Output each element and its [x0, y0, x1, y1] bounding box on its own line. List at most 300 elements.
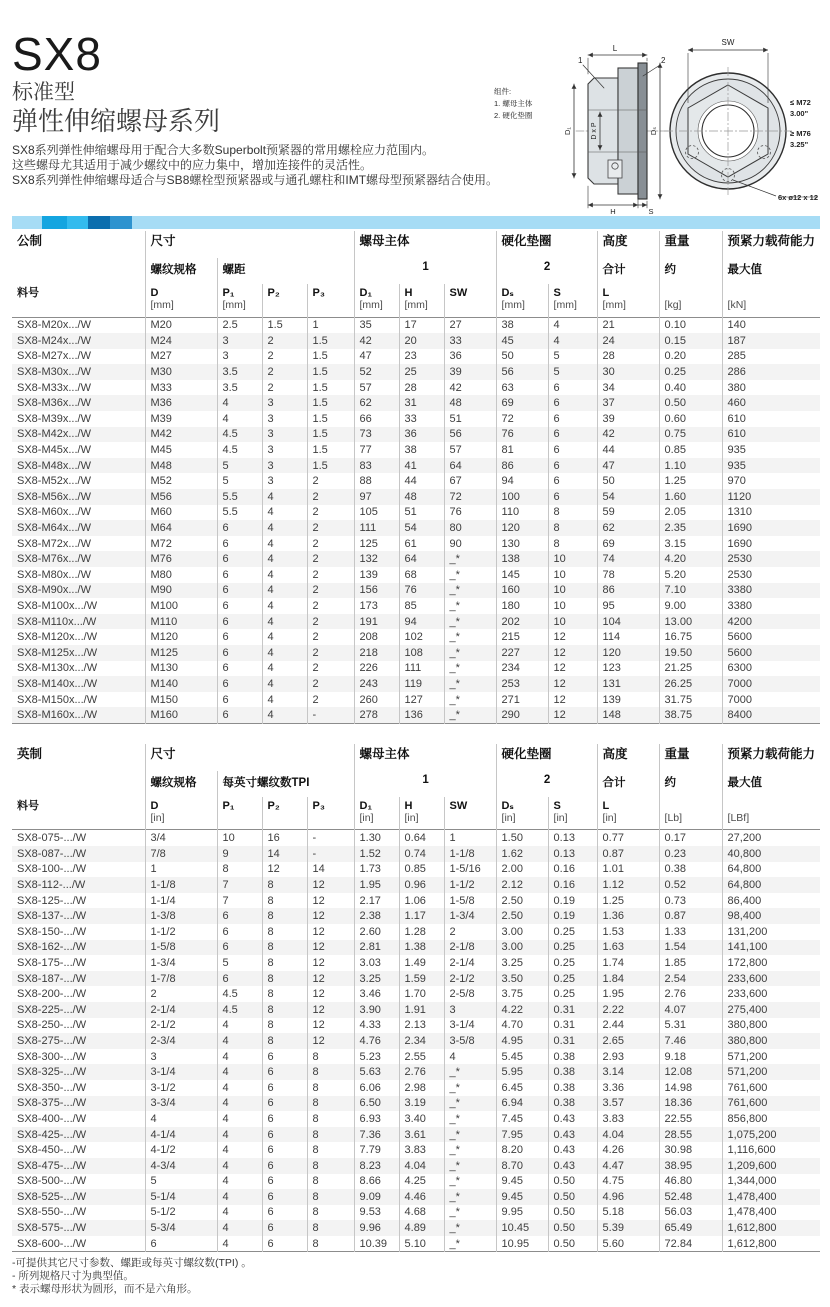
table-cell: 6	[217, 583, 262, 599]
table-cell: SX8-325-.../W	[17, 1066, 87, 1079]
table-cell: 5.5	[217, 505, 262, 521]
table-cell: 2	[307, 505, 354, 521]
table-cell: 0.50	[548, 1205, 597, 1221]
table-cell: 4	[217, 1049, 262, 1065]
table-cell: 111	[399, 661, 444, 677]
table-cell: SX8-450-.../W	[17, 1144, 87, 1157]
table-cell: 0.31	[548, 1018, 597, 1034]
table-cell: SX8-075-.../W	[17, 832, 87, 845]
table-cell: 12	[548, 645, 597, 661]
table-cell: 6	[217, 520, 262, 536]
table-cell: 4	[262, 489, 307, 505]
table-cell: 0.73	[659, 893, 722, 909]
table-cell: 5	[217, 473, 262, 489]
table-cell: 761,600	[722, 1080, 820, 1096]
table-cell: 4.5	[217, 1002, 262, 1018]
table-cell: 3-1/2	[145, 1080, 217, 1096]
table-row	[12, 955, 820, 971]
table-cell: M110	[145, 614, 217, 630]
table-cell: 12	[307, 940, 354, 956]
table-cell: 5.23	[354, 1049, 399, 1065]
table-cell: 3.61	[399, 1127, 444, 1143]
table-cell: _*	[444, 1111, 496, 1127]
table-cell: 42	[597, 427, 659, 443]
table-cell: 3.00	[496, 940, 548, 956]
table-cell: SX8-M76x.../W	[17, 553, 91, 566]
table-cell: SX8-175-.../W	[17, 956, 87, 969]
table-cell: 4	[217, 1189, 262, 1205]
table-cell: 5600	[722, 629, 820, 645]
table-cell: 4.20	[659, 551, 722, 567]
table-cell: 380,800	[722, 1033, 820, 1049]
table-cell: 9.53	[354, 1205, 399, 1221]
table-cell: 10	[548, 598, 597, 614]
table-cell: M72	[145, 536, 217, 552]
table-cell: 180	[496, 598, 548, 614]
dim-S-label: S	[648, 207, 654, 214]
table-cell: 2.05	[659, 505, 722, 521]
table-cell: 3	[217, 333, 262, 349]
table-cell: 5.45	[496, 1049, 548, 1065]
table-cell: 100	[496, 489, 548, 505]
table-cell: SX8-M130x.../W	[17, 662, 98, 675]
table-cell: 2530	[722, 567, 820, 583]
accent-bar-segment	[12, 216, 42, 229]
column-header: 料号	[17, 799, 39, 812]
table-row	[12, 1127, 820, 1143]
table-row	[12, 614, 820, 630]
column-header: [LBf]	[722, 797, 820, 830]
table-cell: 141,100	[722, 940, 820, 956]
group-washer: 硬化垫圈	[496, 231, 597, 258]
table-cell: 4.76	[354, 1033, 399, 1049]
table-cell: 0.38	[548, 1096, 597, 1112]
table-cell: 8.20	[496, 1142, 548, 1158]
table-cell: _*	[444, 692, 496, 708]
table-cell: M45	[145, 442, 217, 458]
table-row	[12, 908, 820, 924]
table-cell: 35	[354, 317, 399, 333]
table-cell: 935	[722, 458, 820, 474]
table-cell: 4	[262, 567, 307, 583]
column-header: P₃	[307, 797, 354, 830]
accent-bar	[12, 216, 820, 229]
table-cell: 120	[496, 520, 548, 536]
table-cell: M140	[145, 676, 217, 692]
table-cell: 1.95	[597, 986, 659, 1002]
table-cell: _*	[444, 676, 496, 692]
table-cell: 1690	[722, 520, 820, 536]
description-line: 这些螺母尤其适用于减少螺纹中的应力集中，增加连接件的灵活性。	[12, 158, 373, 172]
table-cell: 10	[548, 551, 597, 567]
table-cell: 3	[262, 395, 307, 411]
table-cell: 3.03	[354, 955, 399, 971]
table-cell: 234	[496, 661, 548, 677]
table-cell: 970	[722, 473, 820, 489]
table-cell: 56	[444, 427, 496, 443]
table-cell: 3.75	[496, 986, 548, 1002]
table-cell: 0.60	[659, 411, 722, 427]
table-cell: 3.36	[597, 1080, 659, 1096]
table-cell: 4.5	[217, 442, 262, 458]
table-cell: 233,600	[722, 986, 820, 1002]
table-cell: 6.93	[354, 1111, 399, 1127]
table-cell: _*	[444, 1080, 496, 1096]
table-cell: 5.20	[659, 567, 722, 583]
table-cell: 94	[399, 614, 444, 630]
table-cell: 94	[496, 473, 548, 489]
table-cell: 4	[262, 707, 307, 723]
table-cell: 8	[307, 1127, 354, 1143]
table-cell: 8	[307, 1205, 354, 1221]
table-gap	[12, 724, 820, 742]
dim-Ds-label: Dₛ	[649, 126, 658, 136]
table-cell: 27,200	[722, 830, 820, 846]
table-cell: 61	[399, 536, 444, 552]
table-cell: 8400	[722, 707, 820, 723]
table-row	[12, 645, 820, 661]
table-cell: SX8-225-.../W	[17, 1003, 87, 1016]
table-cell: 21	[597, 317, 659, 333]
metric-column-headers	[12, 284, 820, 317]
table-cell: SX8-300-.../W	[17, 1050, 87, 1063]
table-cell: 8	[262, 940, 307, 956]
table-cell: 2	[307, 676, 354, 692]
table-cell: 6.94	[496, 1096, 548, 1112]
table-row	[12, 1033, 820, 1049]
table-cell: 4	[217, 1236, 262, 1252]
table-cell: -	[307, 846, 354, 862]
table-cell: 1,209,600	[722, 1158, 820, 1174]
table-cell: 3	[262, 473, 307, 489]
table-cell: SX8-M30x.../W	[17, 366, 91, 379]
table-cell: 23	[399, 349, 444, 365]
table-cell: 172,800	[722, 955, 820, 971]
table-cell: 10.95	[496, 1236, 548, 1252]
table-cell: 80	[444, 520, 496, 536]
table-row	[12, 707, 820, 723]
group-preload: 预紧力载荷能力	[722, 231, 820, 258]
table-cell: SX8-M140x.../W	[17, 677, 98, 690]
table-row	[12, 862, 820, 878]
table-cell: 4	[217, 1220, 262, 1236]
table-cell: 6	[548, 427, 597, 443]
group-height: 高度	[597, 744, 659, 771]
table-cell: 3.5	[217, 364, 262, 380]
table-cell: 3.25	[496, 955, 548, 971]
footnote-line: - 所列规格尺寸为典型值。	[12, 1270, 134, 1283]
table-cell: 6	[262, 1236, 307, 1252]
table-cell: 1.38	[399, 940, 444, 956]
table-cell: 0.75	[659, 427, 722, 443]
table-cell: 17	[399, 317, 444, 333]
table-cell: _*	[444, 1064, 496, 1080]
table-cell: 8	[548, 536, 597, 552]
table-cell: 0.38	[548, 1064, 597, 1080]
table-cell: SX8-M60x.../W	[17, 506, 91, 519]
column-header: P₃	[307, 284, 354, 317]
table-cell: 0.10	[659, 317, 722, 333]
table-cell: M24	[145, 333, 217, 349]
table-row	[12, 676, 820, 692]
table-cell: 4	[548, 333, 597, 349]
table-cell: SX8-M72x.../W	[17, 537, 91, 550]
table-cell: 1.06	[399, 893, 444, 909]
table-cell: 3.46	[354, 986, 399, 1002]
table-cell: 4.89	[399, 1220, 444, 1236]
table-cell: 9.45	[496, 1174, 548, 1190]
table-cell: 8	[262, 1002, 307, 1018]
table-cell: 50	[496, 349, 548, 365]
table-cell: 5.31	[659, 1018, 722, 1034]
table-cell: 2.5	[217, 317, 262, 333]
table-cell: 2.54	[659, 971, 722, 987]
table-cell: 0.19	[548, 908, 597, 924]
table-cell: 191	[354, 614, 399, 630]
table-cell: 1.84	[597, 971, 659, 987]
table-cell: 0.17	[659, 830, 722, 846]
table-cell: 2.60	[354, 924, 399, 940]
table-cell: 8	[262, 877, 307, 893]
table-cell: 4.26	[597, 1142, 659, 1158]
table-cell: 4.5	[217, 986, 262, 1002]
table-cell: 10.39	[354, 1236, 399, 1252]
table-cell: 4.5	[217, 427, 262, 443]
column-header: [kN]	[722, 284, 820, 317]
table-cell: 0.96	[399, 877, 444, 893]
table-cell: SX8-M45x.../W	[17, 444, 91, 457]
sub-total: 合计	[597, 771, 659, 797]
table-row	[12, 1142, 820, 1158]
table-cell: 2	[307, 551, 354, 567]
table-cell: 2	[262, 380, 307, 396]
table-cell: 4	[262, 583, 307, 599]
table-cell: 3	[262, 427, 307, 443]
table-cell: 1.73	[354, 862, 399, 878]
table-cell: 8	[262, 971, 307, 987]
table-cell: 1.91	[399, 1002, 444, 1018]
table-cell: 44	[399, 473, 444, 489]
callout-2-label: 2	[661, 56, 666, 65]
table-cell: 1.54	[659, 940, 722, 956]
table-cell: 76	[496, 427, 548, 443]
table-cell: 7.45	[496, 1111, 548, 1127]
column-header: P₁	[217, 797, 262, 830]
table-cell: 8	[307, 1096, 354, 1112]
table-cell: 1-3/8	[145, 908, 217, 924]
table-cell: 104	[597, 614, 659, 630]
table-cell: 6	[217, 707, 262, 723]
table-cell: 0.43	[548, 1127, 597, 1143]
table-cell: SX8-137-.../W	[17, 910, 87, 923]
table-cell: 13.00	[659, 614, 722, 630]
table-cell: 114	[597, 629, 659, 645]
table-cell: 8	[307, 1220, 354, 1236]
column-header: SW	[444, 284, 496, 317]
table-cell: 19.50	[659, 645, 722, 661]
table-row	[12, 333, 820, 349]
table-cell: 98,400	[722, 908, 820, 924]
imperial-table-header	[12, 744, 820, 830]
table-cell: 6	[548, 489, 597, 505]
table-cell: 2-1/8	[444, 940, 496, 956]
table-cell: 1.01	[597, 862, 659, 878]
table-cell: 0.25	[659, 364, 722, 380]
table-cell: 7000	[722, 676, 820, 692]
table-row	[12, 1220, 820, 1236]
table-cell: 9.00	[659, 598, 722, 614]
table-cell: 1-1/2	[145, 924, 217, 940]
table-row	[12, 458, 820, 474]
column-header: P₂	[262, 797, 307, 830]
table-cell: 1.59	[399, 971, 444, 987]
table-cell: 54	[399, 520, 444, 536]
table-cell: 12	[307, 986, 354, 1002]
table-cell: M125	[145, 645, 217, 661]
table-cell: 6	[262, 1111, 307, 1127]
table-cell: 2	[262, 349, 307, 365]
table-row	[12, 1018, 820, 1034]
table-cell: SX8-400-.../W	[17, 1112, 87, 1125]
sub-part-1: 1	[354, 771, 496, 797]
table-row	[12, 1080, 820, 1096]
table-cell: 34	[597, 380, 659, 396]
table-cell: 1.5	[307, 442, 354, 458]
table-cell: 4.33	[354, 1018, 399, 1034]
table-cell: 1.5	[307, 349, 354, 365]
table-cell: 6	[217, 940, 262, 956]
table-cell: 41	[399, 458, 444, 474]
table-cell: 5.63	[354, 1064, 399, 1080]
table-cell: 1	[307, 317, 354, 333]
table-cell: 4	[217, 1158, 262, 1174]
table-row	[12, 629, 820, 645]
table-cell: 173	[354, 598, 399, 614]
table-cell: 12	[548, 661, 597, 677]
table-cell: 0.23	[659, 846, 722, 862]
metric-table-body	[12, 317, 820, 723]
column-header: D [in]	[145, 797, 217, 830]
table-cell: 10	[217, 830, 262, 846]
column-header: L [mm]	[597, 284, 659, 317]
table-row	[12, 1002, 820, 1018]
table-cell: 8	[262, 986, 307, 1002]
table-cell: 3	[145, 1049, 217, 1065]
table-cell: 2	[307, 692, 354, 708]
table-cell: 2.55	[399, 1049, 444, 1065]
table-cell: 2	[307, 489, 354, 505]
group-height: 高度	[597, 231, 659, 258]
table-cell: 20	[399, 333, 444, 349]
dim-L-label: L	[612, 44, 618, 53]
table-cell: 1.28	[399, 924, 444, 940]
table-cell: _*	[444, 661, 496, 677]
front-view	[664, 38, 818, 202]
table-cell: 0.25	[548, 924, 597, 940]
table-cell: 0.19	[548, 893, 597, 909]
table-row	[12, 442, 820, 458]
table-cell: 571,200	[722, 1064, 820, 1080]
table-cell: 5600	[722, 645, 820, 661]
table-cell: M90	[145, 583, 217, 599]
table-cell: 7.46	[659, 1033, 722, 1049]
table-cell: _*	[444, 598, 496, 614]
subtitle-type: 标准型	[12, 81, 75, 104]
table-cell: 571,200	[722, 1049, 820, 1065]
table-cell: 4	[262, 676, 307, 692]
table-cell: 1-5/8	[145, 940, 217, 956]
sub-max: 最大值	[722, 258, 820, 284]
table-cell: 6	[262, 1127, 307, 1143]
table-cell: 8	[548, 505, 597, 521]
table-cell: 6	[548, 473, 597, 489]
table-title: 英制	[17, 746, 43, 761]
table-cell: 16	[262, 830, 307, 846]
table-row	[12, 567, 820, 583]
table-cell: 761,600	[722, 1096, 820, 1112]
table-cell: 1,612,800	[722, 1220, 820, 1236]
table-cell: 4	[145, 1111, 217, 1127]
table-cell: 28.55	[659, 1127, 722, 1143]
imperial-table-body	[12, 830, 820, 1252]
table-cell: 21.25	[659, 661, 722, 677]
table-cell: 6.50	[354, 1096, 399, 1112]
table-cell: SX8-275-.../W	[17, 1034, 87, 1047]
sub-thread-spec: 螺纹规格	[145, 258, 217, 284]
table-cell: 0.38	[548, 1080, 597, 1096]
table-cell: 1.10	[659, 458, 722, 474]
table-cell: _*	[444, 567, 496, 583]
table-cell: 610	[722, 427, 820, 443]
table-cell: 7.36	[354, 1127, 399, 1143]
table-row	[12, 505, 820, 521]
table-row	[12, 1096, 820, 1112]
table-cell: M160	[145, 707, 217, 723]
footnote-line: -可提供其它尺寸参数、螺距或每英寸螺纹数(TPI) 。	[12, 1257, 252, 1270]
table-cell: 1.49	[399, 955, 444, 971]
table-cell: 1310	[722, 505, 820, 521]
table-row	[12, 692, 820, 708]
table-cell: 0.43	[548, 1158, 597, 1174]
table-cell: SX8-087-.../W	[17, 847, 87, 860]
table-cell: 66	[354, 411, 399, 427]
sub-pitch: 螺距	[217, 258, 354, 284]
table-cell: 3.19	[399, 1096, 444, 1112]
table-cell: 3.40	[399, 1111, 444, 1127]
table-cell: 0.38	[659, 862, 722, 878]
table-cell: 2	[444, 924, 496, 940]
table-cell: 4	[217, 1205, 262, 1221]
table-cell: 2	[307, 645, 354, 661]
table-cell: M150	[145, 692, 217, 708]
table-cell: 6	[217, 536, 262, 552]
table-cell: 9.09	[354, 1189, 399, 1205]
table-cell: 1	[145, 862, 217, 878]
table-cell: 38.75	[659, 707, 722, 723]
table-row	[12, 893, 820, 909]
table-cell: 233,600	[722, 971, 820, 987]
table-cell: 5.39	[597, 1220, 659, 1236]
table-cell: M80	[145, 567, 217, 583]
column-header: S [in]	[548, 797, 597, 830]
table-cell: 12	[548, 692, 597, 708]
table-cell: 3/4	[145, 830, 217, 846]
table-cell: 6	[217, 908, 262, 924]
table-cell: 2.35	[659, 520, 722, 536]
table-cell: 10	[548, 614, 597, 630]
table-cell: 1-3/4	[145, 955, 217, 971]
table-cell: 30	[597, 364, 659, 380]
